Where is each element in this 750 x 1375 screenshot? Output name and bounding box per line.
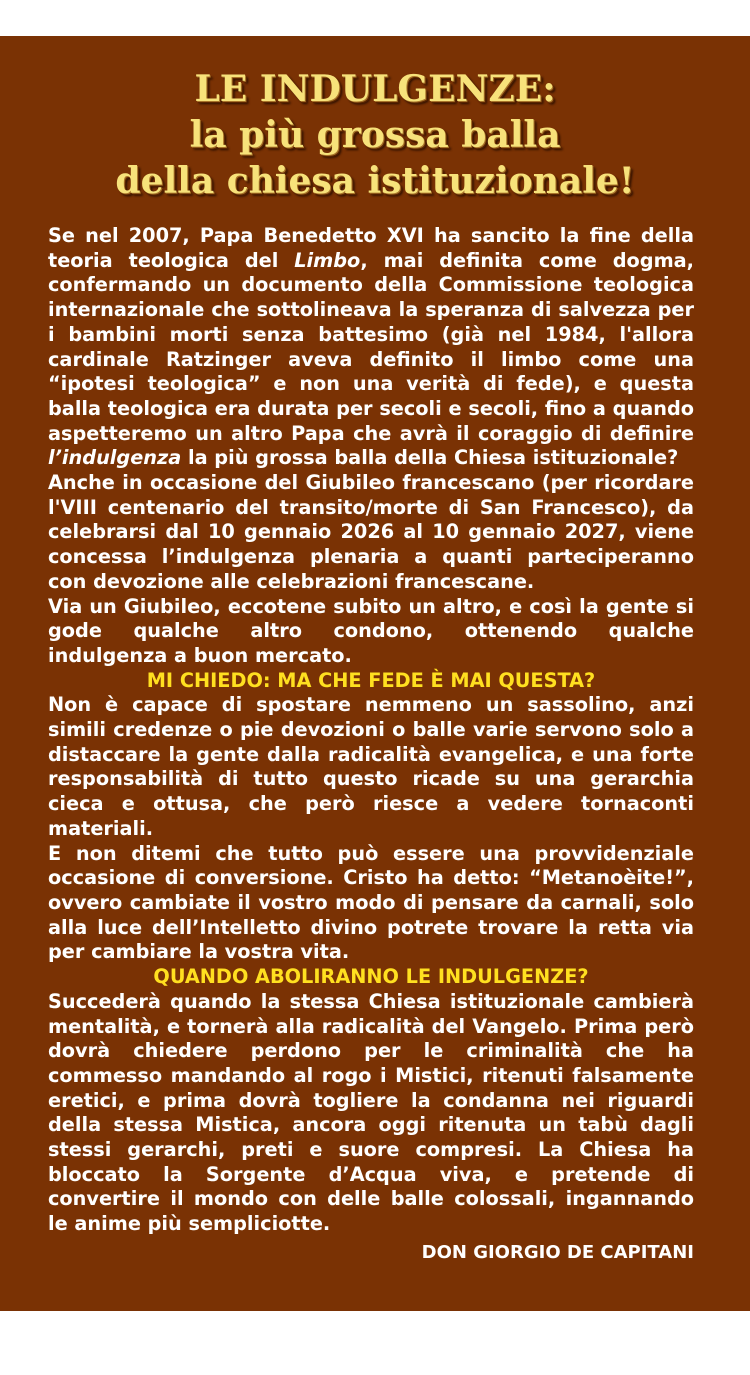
indulgenza-emphasis: l’indulgenza xyxy=(48,446,182,470)
article-panel xyxy=(0,36,750,1311)
paragraph-4: Non è capace di spostare nemmeno un sassolino, anzi simili credenze o pie devozioni o balle varie servono solo a distaccare la gente dalla radicalità evangelica, e una forte responsabilità di tutto questo ricade su una gerarchia cieca e ottusa, che però riesce a vedere tornaconti materiali. xyxy=(48,693,694,840)
limbo-emphasis: Limbo xyxy=(294,248,361,272)
section-heading-1: MI CHIEDO: MA CHE FEDE È MAI QUESTA? xyxy=(146,668,596,692)
paragraph-5: E non ditemi che tutto può essere una provvidenziale occasione di conversione. Cristo ha detto: “Metanoèite!”, ovvero cambiate il vostro modo di pensare da carnali, solo alla luce dell’Intelletto divino potrete trovare la retta via per cambiare la vostra vita. xyxy=(48,841,694,964)
section-heading-2: QUANDO ABOLIRANNO LE INDULGENZE? xyxy=(153,965,589,989)
author-signature: DON GIORGIO DE CAPITANI xyxy=(421,1241,694,1263)
title-line-3: della chiesa istituzionale! xyxy=(115,160,635,202)
paragraph-1-part-a: Se nel 2007, Papa Benedetto XVI ha sancito la fine della teoria teologica del xyxy=(48,224,694,272)
paragraph-3: Via un Giubileo, eccotene subito un altro, e così la gente si gode qualche altro condono, ottenendo qualche indulgenza a buon mercato. xyxy=(48,594,694,667)
article-title xyxy=(0,66,750,204)
paragraph-1 xyxy=(48,224,694,471)
paragraph-6: Succederà quando la stessa Chiesa istituzionale cambierà mentalità, e tornerà alla radicalità del Vangelo. Prima però dovrà chiedere perdono per le criminalità che ha commesso mandando al rogo i Mistici, ritenuti falsamente eretici, e prima dovrà togliere la condanna nei riguardi della stessa Mistica, ancora oggi ritenuta un tabù dagli stessi gerarchi, preti e suore compresi. La Chiesa ha bloccato la Sorgente d’Acqua viva, e pretende di convertire il mondo con delle balle colossali, ingannando le anime più sempliciotte. xyxy=(48,989,694,1236)
article-body xyxy=(48,224,694,1265)
title-line-1: LE INDULGENZE: xyxy=(194,68,556,110)
paragraph-1-part-b: , mai definita come dogma, confermando un documento della Commissione teologica internazionale che sottolineava la speranza di salvezza per i bambini morti senza battesimo (già nel 1984, l'allora cardinale Ratzinger aveva definito il limbo come una “ipotesi teologica” e non una verità di fede), e questa balla teologica era durata per secoli e secoli, fino a quando aspetteremo un altro Papa che avrà il coraggio di definire xyxy=(48,248,694,445)
paragraph-2: Anche in occasione del Giubileo francescano (per ricordare l'VIII centenario del transito/morte di San Francesco), da celebrarsi dal 10 gennaio 2026 al 10 gennaio 2027, viene concessa l’indulgenza plenaria a quanti parteciperanno con devozione alle celebrazioni francescane. xyxy=(48,471,694,593)
paragraph-1-part-c: la più grossa balla della Chiesa istituzionale? xyxy=(181,446,679,470)
title-line-2: la più grossa balla xyxy=(189,114,561,156)
